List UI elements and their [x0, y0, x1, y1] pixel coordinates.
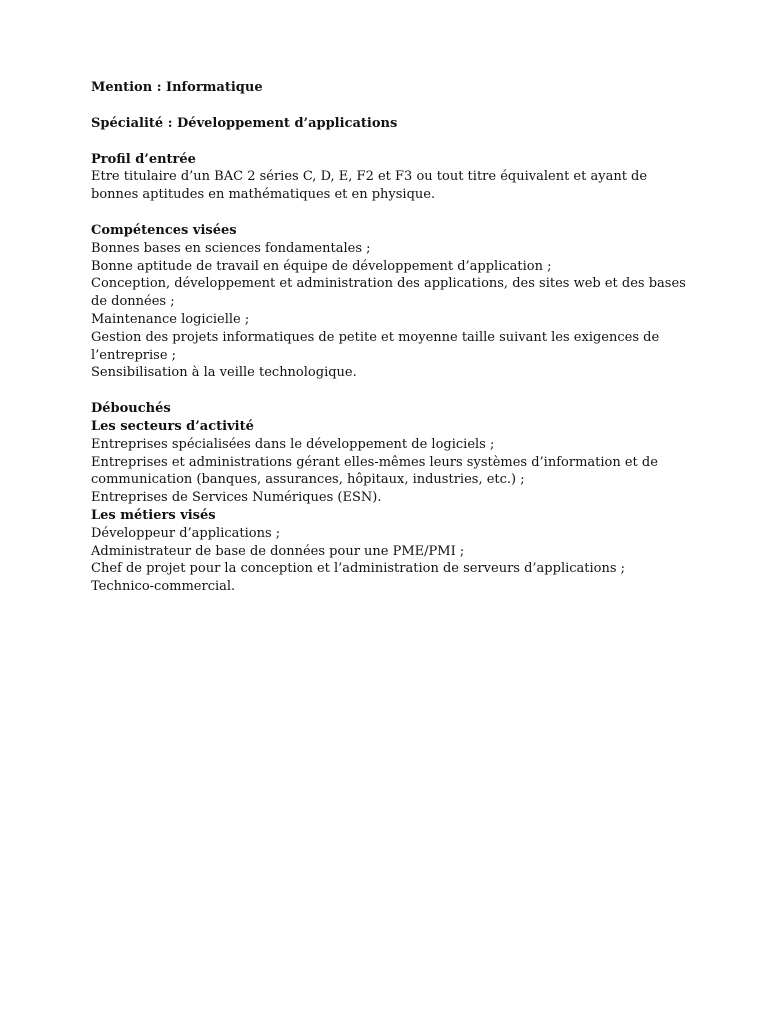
list-item: Bonne aptitude de travail en équipe de développement d’application ;	[91, 258, 552, 274]
list-item: Bonnes bases en sciences fondamentales ;	[91, 240, 371, 256]
list-item: Gestion des projets informatiques de petite et moyenne taille suivant les exigences de l’entreprise ;	[91, 329, 660, 363]
spacer	[91, 204, 688, 222]
metiers-heading: Les métiers visés	[91, 507, 216, 523]
profil-heading: Profil d’entrée	[91, 151, 196, 167]
secteurs-heading: Les secteurs d’activité	[91, 418, 254, 434]
debouches-heading: Débouchés	[91, 401, 171, 417]
mention-heading: Mention : Informatique	[91, 80, 263, 95]
profil-text: Etre titulaire d’un BAC 2 séries C, D, E, F2 et F3 ou tout titre équivalent et ayant de bonnes aptitudes en mathématiques et en physique.	[91, 169, 648, 203]
debouches-section	[91, 400, 688, 596]
list-item: Entreprises de Services Numériques (ESN).	[91, 490, 382, 506]
profil-section	[91, 151, 688, 204]
competences-heading: Compétences visées	[91, 222, 237, 238]
list-item: Développeur d’applications ;	[91, 525, 281, 541]
competences-section	[91, 222, 688, 382]
spacer	[91, 382, 688, 400]
list-item: Entreprises et administrations gérant elles-mêmes leurs systèmes d’information et de communication (banques, assurances, hôpitaux, industries, etc.) ;	[91, 454, 658, 488]
list-item: Entreprises spécialisées dans le développement de logiciels ;	[91, 436, 495, 452]
competences-list	[91, 240, 688, 382]
list-item: Maintenance logicielle ;	[91, 311, 250, 327]
specialite-heading: Spécialité : Développement d’applications	[91, 115, 398, 131]
metiers-list	[91, 525, 688, 596]
list-item: Technico-commercial.	[91, 579, 236, 595]
secteurs-list	[91, 436, 688, 507]
list-item: Administrateur de base de données pour une PME/PMI ;	[91, 543, 465, 559]
list-item: Sensibilisation à la veille technologique.	[91, 365, 357, 381]
spacer	[91, 133, 688, 151]
spacer	[91, 97, 688, 115]
list-item: Conception, développement et administration des applications, des sites web et des bases de données ;	[91, 276, 686, 310]
list-item: Chef de projet pour la conception et l’administration de serveurs d’applications ;	[91, 561, 626, 577]
